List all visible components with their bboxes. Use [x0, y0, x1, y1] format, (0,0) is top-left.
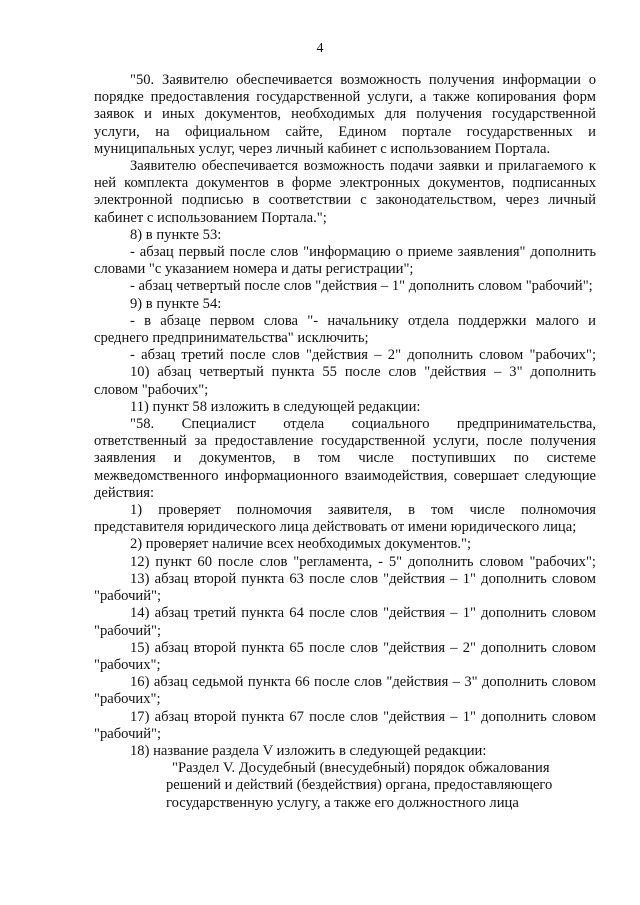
item-12: 12) пункт 60 после слов "регламента, - 5" дополнить словом "рабочих"; [130, 553, 596, 570]
document-body [94, 72, 596, 812]
item-9: 9) в пункте 54: [130, 295, 222, 312]
paragraph-58-action-2: 2) проверяет наличие всех необходимых документов."; [130, 536, 472, 553]
item-18: 18) название раздела V изложить в следующей редакции: [130, 742, 487, 759]
item-9-sub-2: - абзац третий после слов "действия – 2" дополнить словом "рабочих"; [130, 347, 596, 364]
item-8: 8) в пункте 53: [130, 226, 222, 243]
item-8-sub-2: - абзац четвертый после слов "действия – 1" дополнить словом "рабочий"; [130, 278, 593, 295]
item-10: 10) абзац четвертый пункта 55 после слов "действия – 3" дополнить словом "рабочих"; [94, 364, 596, 398]
paragraph-58: "58. Специалист отдела социального предпринимательства, ответственный за предоставление государственной услуги, после получения заявления и документов, в том числе поступивших по системе межведомственного информационного взаимодействия, совершает следующие действия: [94, 416, 596, 501]
page-number: 4 [316, 41, 324, 56]
item-15: 15) абзац второй пункта 65 после слов "действия – 2" дополнить словом "рабочих"; [94, 639, 596, 673]
paragraph-50: "50. Заявителю обеспечивается возможность получения информации о порядке предоставления государственной услуги, а также копирования форм заявок и иных документов, необходимых для получения государственной услуги, на официальном сайте, Едином портале государственных и муниципальных услуг, через личный кабинет с использованием Портала. [94, 72, 596, 157]
section-v-title: "Раздел V. Досудебный (внесудебный) порядок обжалования решений и действий (бездействия) органа, предоставляющего государственную услугу, а также его должностного лица [166, 760, 553, 811]
item-11: 11) пункт 58 изложить в следующей редакции: [130, 398, 421, 415]
item-17: 17) абзац второй пункта 67 после слов "действия – 1" дополнить словом "рабочий"; [94, 708, 596, 742]
paragraph-58-action-1: 1) проверяет полномочия заявителя, в том числе полномочия представителя юридического лица действовать от имени юридического лица; [94, 502, 596, 536]
item-14: 14) абзац третий пункта 64 после слов "действия – 1" дополнить словом "рабочий"; [94, 605, 596, 639]
item-16: 16) абзац седьмой пункта 66 после слов "действия – 3" дополнить словом "рабочих"; [94, 674, 596, 708]
item-9-sub-1: - в абзаце первом слова "- начальнику отдела поддержки малого и среднего предпринимательства" исключить; [94, 312, 596, 347]
item-13: 13) абзац второй пункта 63 после слов "действия – 1" дополнить словом "рабочий"; [94, 570, 596, 605]
paragraph-50-second: Заявителю обеспечивается возможность подачи заявки и прилагаемого к ней комплекта документов в форме электронных документов, подписанных электронной подписью в соответствии с законодательством, через личный кабинет с использованием Портала."; [94, 158, 596, 226]
item-8-sub-1: - абзац первый после слов "информацию о приеме заявления" дополнить словами "с указанием номера и даты регистрации"; [94, 244, 596, 278]
